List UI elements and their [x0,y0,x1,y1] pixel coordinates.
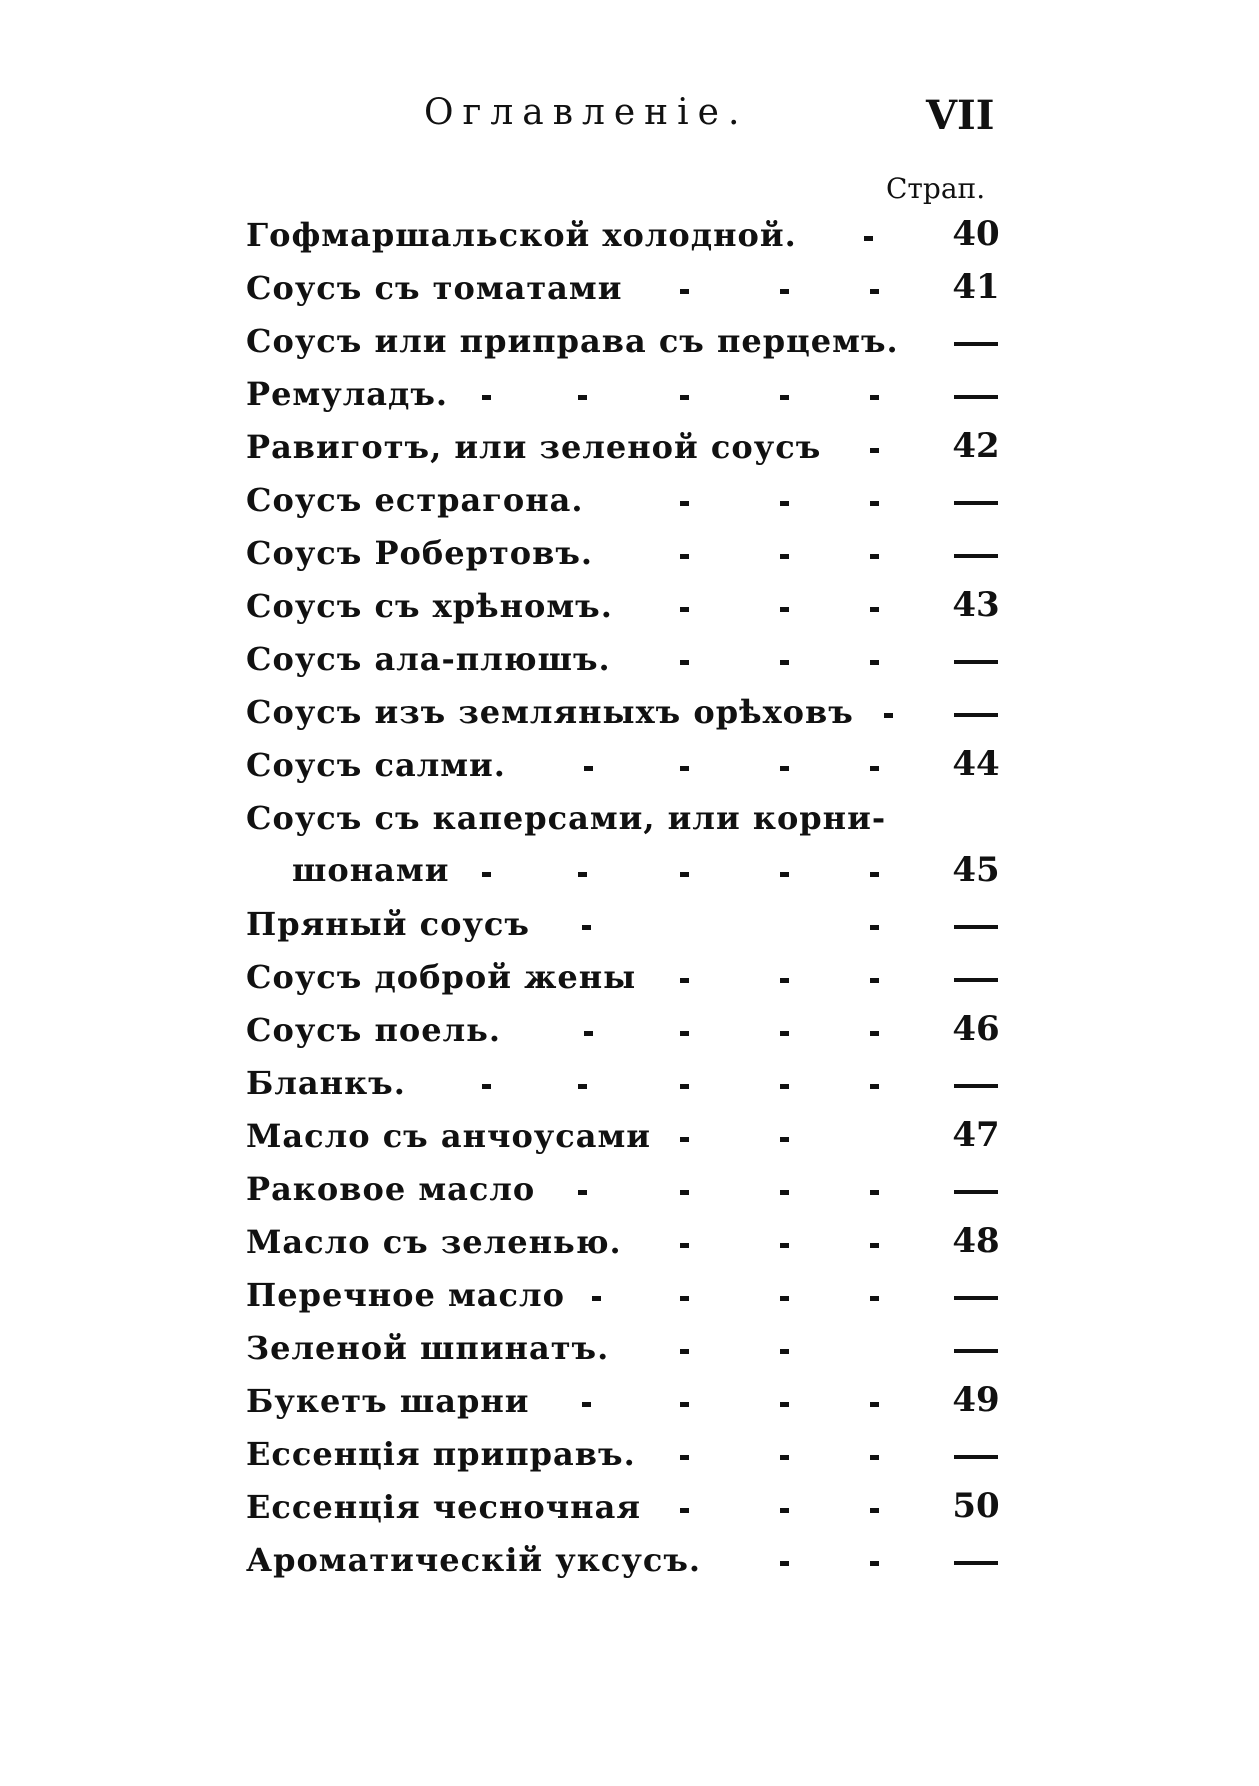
dot-leaders [0,1111,1259,1164]
toc-entry [0,1058,1259,1111]
leader-dash [780,1243,789,1248]
leader-dash [582,925,591,930]
toc-entry-title-text: Соусъ салми. [246,746,506,784]
toc-entry [0,1482,1259,1535]
dot-leaders [0,1429,1259,1482]
toc-entry-title-text: Бланкъ. [246,1064,406,1102]
toc-entry [0,687,1259,740]
toc-entry-page: 44 [952,744,1000,784]
toc-entry [0,210,1259,263]
dot-leaders [0,369,1259,422]
toc-entry [0,1270,1259,1323]
leader-dash [578,395,587,400]
ditto-mark [954,978,998,982]
leader-dash [870,448,879,453]
leader-dash [680,660,689,665]
leader-dash [680,872,689,877]
dot-leaders [0,316,1259,369]
leader-dash [680,1402,689,1407]
ditto-mark [954,554,998,558]
toc-entry [0,952,1259,1005]
toc-entry-title-text: Перечное масло [246,1276,565,1314]
leader-dash [680,1084,689,1089]
toc-entry [0,1111,1259,1164]
toc-entry-page: 49 [952,1380,1000,1420]
dot-leaders [0,1164,1259,1217]
toc-entry [0,581,1259,634]
leader-dash [780,1561,789,1566]
leader-dash [780,1296,789,1301]
dot-leaders [0,952,1259,1005]
leader-dash [870,1402,879,1407]
leader-dash [578,1190,587,1195]
leader-dash [780,395,789,400]
toc-entry [0,263,1259,316]
leader-dash [680,1031,689,1036]
leader-dash [780,872,789,877]
leader-dash [584,1031,593,1036]
leader-dash [780,1402,789,1407]
leader-dash [870,1561,879,1566]
leader-dash [582,1402,591,1407]
leader-dash [780,289,789,294]
leader-dash [680,1137,689,1142]
leader-dash [780,766,789,771]
leader-dash [482,872,491,877]
leader-dash [680,554,689,559]
leader-dash [584,766,593,771]
leader-dash [780,1137,789,1142]
toc-entry-title-text: Соусъ съ хрѣномъ. [246,587,613,625]
leader-dash [780,1190,789,1195]
leader-dash [870,1508,879,1513]
toc-entry-page: 42 [952,426,1000,466]
toc-entry-title-text: Соусъ ала-плюшъ. [246,640,611,678]
ditto-mark [954,1349,998,1353]
leader-dash [780,1084,789,1089]
leader-dash [864,236,873,241]
leader-dash [578,872,587,877]
toc-entry-title-text: Равиготъ, или зеленой соусъ [246,428,822,466]
leader-dash [870,607,879,612]
toc-entry [0,1376,1259,1429]
toc-entry-page: 50 [952,1486,1000,1526]
dot-leaders [0,1270,1259,1323]
ditto-mark [954,1455,998,1459]
leader-dash [870,978,879,983]
toc-entry [0,1429,1259,1482]
toc-entry-page: 45 [952,850,1000,890]
leader-dash [780,554,789,559]
ditto-mark [954,925,998,929]
leader-dash [680,1455,689,1460]
leader-dash [870,925,879,930]
toc-entry [0,316,1259,369]
dot-leaders [0,899,1259,952]
ditto-mark [954,501,998,505]
ditto-mark [954,395,998,399]
toc-entry-title-text: Соусъ съ каперсами, или корни- [246,799,887,837]
leader-dash [870,1190,879,1195]
leader-dash [870,501,879,506]
leader-dash [578,1084,587,1089]
toc-entry-title-text: Ессенція приправъ. [246,1435,636,1473]
dot-leaders [0,1217,1259,1270]
ditto-mark [954,660,998,664]
leader-dash [780,660,789,665]
leader-dash [680,395,689,400]
leader-dash [592,1296,601,1301]
toc-entry [0,422,1259,475]
toc-entry [0,634,1259,687]
toc-entry [0,1323,1259,1376]
toc-entry-title-text: Соусъ съ томатами [246,269,623,307]
leader-dash [482,1084,491,1089]
toc-entry-title-text: Соусъ Робертовъ. [246,534,594,572]
ditto-mark [954,713,998,717]
dot-leaders [0,263,1259,316]
page-number: VII [926,92,995,139]
leader-dash [680,289,689,294]
toc-entry-page: 41 [952,267,1000,307]
dot-leaders [0,581,1259,634]
leader-dash [870,872,879,877]
leader-dash [780,501,789,506]
toc-entry [0,1217,1259,1270]
toc-entry [0,369,1259,422]
ditto-mark [954,342,998,346]
toc-entry-title-text: Соусъ естрагона. [246,481,584,519]
toc-entry-title-text: Ароматическій уксусъ. [246,1541,702,1579]
toc-entry-title-text: Букетъ шарни [246,1382,530,1420]
toc-entry [0,740,1259,793]
toc-entry-title-text: Масло съ зеленью. [246,1223,622,1261]
toc-entry-page: 43 [952,585,1000,625]
leader-dash [680,607,689,612]
ditto-mark [954,1190,998,1194]
toc-entry-page: 40 [952,214,1000,254]
leader-dash [780,1455,789,1460]
toc-entry-title-text: Соусъ или приправа съ перцемъ. [246,322,899,360]
toc-entry [0,528,1259,581]
leader-dash [870,1296,879,1301]
toc-entry-title-text: Пряный соусъ [246,905,530,943]
dot-leaders [0,740,1259,793]
leader-dash [780,607,789,612]
ditto-mark [954,1084,998,1088]
toc-entry-title-text: Масло съ анчоусами [246,1117,652,1155]
toc-entry [0,475,1259,528]
leader-dash [870,1455,879,1460]
toc-entry-title-text: Ессенція чесночная [246,1488,641,1526]
leader-dash [680,1296,689,1301]
running-header-title: Оглавленіе. [424,92,749,133]
dot-leaders [0,1482,1259,1535]
leader-dash [870,289,879,294]
toc-entry-title-text: Ремуладъ. [246,375,449,413]
dot-leaders [0,1535,1259,1588]
dot-leaders [0,528,1259,581]
dot-leaders [0,687,1259,740]
toc-entry-page: 48 [952,1221,1000,1261]
leader-dash [680,978,689,983]
dot-leaders [0,1376,1259,1429]
dot-leaders [0,210,1259,263]
leader-dash [780,1508,789,1513]
dot-leaders [0,422,1259,475]
toc-entry-title-continuation: шонами [292,851,450,889]
ditto-mark [954,1561,998,1565]
dot-leaders [0,846,1259,899]
toc-entry-page: 46 [952,1009,1000,1049]
leader-dash [870,395,879,400]
leader-dash [680,1508,689,1513]
leader-dash [680,766,689,771]
leader-dash [870,1243,879,1248]
toc-entry [0,899,1259,952]
toc-entry-title-text: Соусъ изъ земляныхъ орѣховъ [246,693,854,731]
dot-leaders [0,1323,1259,1376]
ditto-mark [954,1296,998,1300]
leader-dash [780,978,789,983]
toc-entry [0,1164,1259,1217]
toc-entry [0,793,1259,899]
page-column-label: Страп. [886,172,986,205]
leader-dash [680,501,689,506]
toc-entry-title-text: Гофмаршальской холодной. [246,216,797,254]
toc-entry-title-text: Соусъ поель. [246,1011,502,1049]
toc-entry-title-text: Зеленой шпинатъ. [246,1329,610,1367]
toc-entry-title-text: Раковое масло [246,1170,536,1208]
leader-dash [680,1190,689,1195]
leader-dash [780,1031,789,1036]
leader-dash [870,766,879,771]
leader-dash [870,1084,879,1089]
dot-leaders [0,634,1259,687]
leader-dash [680,1349,689,1354]
dot-leaders [0,1058,1259,1111]
toc-entry [0,1535,1259,1588]
leader-dash [870,660,879,665]
toc-entry-page: 47 [952,1115,1000,1155]
leader-dash [482,395,491,400]
table-of-contents [0,210,1259,1588]
toc-entry [0,1005,1259,1058]
leader-dash [870,554,879,559]
dot-leaders [0,1005,1259,1058]
toc-entry-title-text: Соусъ доброй жены [246,958,637,996]
leader-dash [780,1349,789,1354]
dot-leaders [0,475,1259,528]
leader-dash [884,713,893,718]
leader-dash [870,1031,879,1036]
leader-dash [680,1243,689,1248]
